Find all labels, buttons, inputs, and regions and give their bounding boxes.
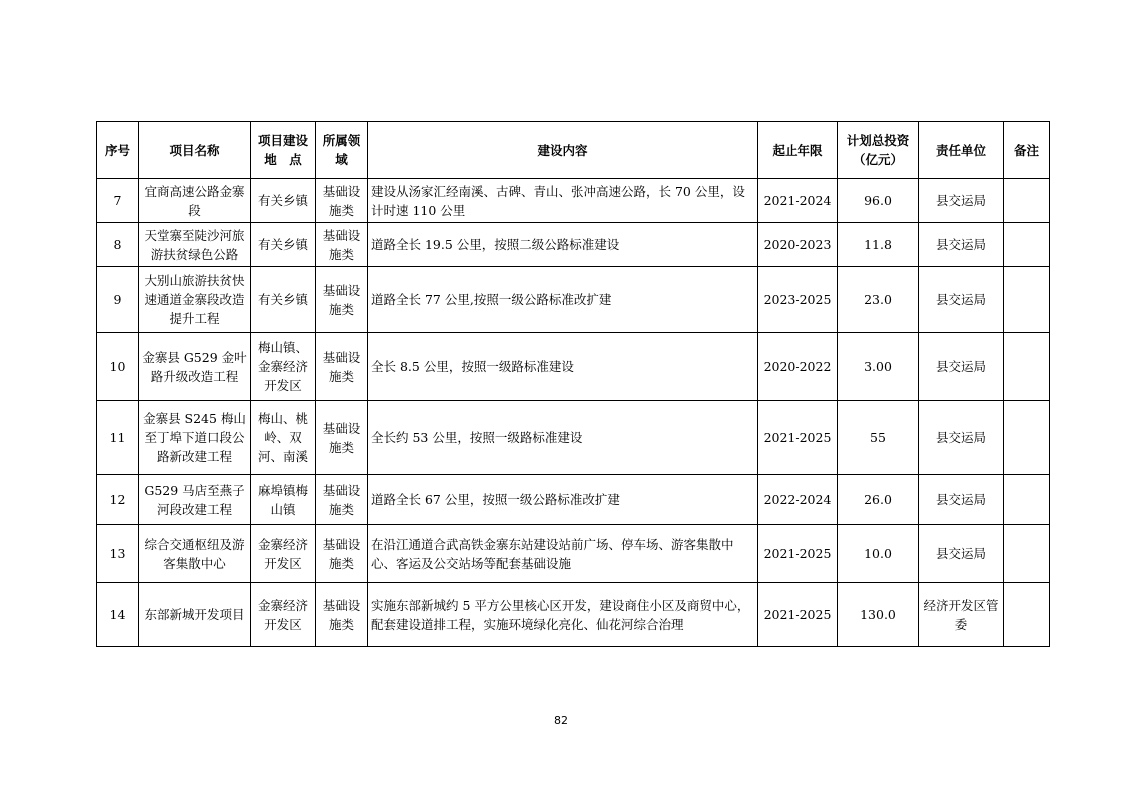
cell-period: 2020-2023 — [758, 223, 838, 267]
cell-location: 有关乡镇 — [251, 223, 316, 267]
cell-unit: 县交运局 — [919, 525, 1004, 583]
cell-investment: 3.00 — [838, 333, 919, 401]
cell-location: 麻埠镇梅山镇 — [251, 475, 316, 525]
cell-unit: 县交运局 — [919, 401, 1004, 475]
cell-location: 有关乡镇 — [251, 267, 316, 333]
header-investment: 计划总投资（亿元） — [838, 122, 919, 179]
cell-content: 建设从汤家汇经南溪、古碑、青山、张冲高速公路，长 70 公里，设计时速 110 公里 — [368, 179, 758, 223]
cell-seq: 12 — [97, 475, 139, 525]
cell-name: 宜商高速公路金寨段 — [139, 179, 251, 223]
cell-unit: 经济开发区管委 — [919, 583, 1004, 647]
table-row — [97, 223, 1050, 267]
cell-unit: 县交运局 — [919, 333, 1004, 401]
cell-domain: 基础设施类 — [316, 333, 368, 401]
header-unit: 责任单位 — [919, 122, 1004, 179]
table-row — [97, 179, 1050, 223]
cell-domain: 基础设施类 — [316, 267, 368, 333]
cell-remarks — [1004, 179, 1050, 223]
cell-remarks — [1004, 525, 1050, 583]
cell-period: 2021-2024 — [758, 179, 838, 223]
cell-name: G529 马店至燕子河段改建工程 — [139, 475, 251, 525]
cell-name: 综合交通枢纽及游客集散中心 — [139, 525, 251, 583]
cell-seq: 7 — [97, 179, 139, 223]
header-content: 建设内容 — [368, 122, 758, 179]
cell-content: 在沿江通道合武高铁金寨东站建设站前广场、停车场、游客集散中心、客运及公交站场等配套基础设施 — [368, 525, 758, 583]
cell-remarks — [1004, 401, 1050, 475]
cell-remarks — [1004, 475, 1050, 525]
cell-location: 金寨经济开发区 — [251, 583, 316, 647]
table-row — [97, 267, 1050, 333]
header-remarks: 备注 — [1004, 122, 1050, 179]
cell-period: 2020-2022 — [758, 333, 838, 401]
cell-content: 道路全长 19.5 公里，按照二级公路标准建设 — [368, 223, 758, 267]
cell-content: 全长约 53 公里，按照一级路标准建设 — [368, 401, 758, 475]
cell-name: 大别山旅游扶贫快速通道金寨段改造提升工程 — [139, 267, 251, 333]
cell-period: 2021-2025 — [758, 583, 838, 647]
cell-period: 2021-2025 — [758, 401, 838, 475]
page-number: 82 — [554, 714, 568, 727]
cell-investment: 11.8 — [838, 223, 919, 267]
cell-domain: 基础设施类 — [316, 583, 368, 647]
header-seq: 序号 — [97, 122, 139, 179]
cell-seq: 13 — [97, 525, 139, 583]
cell-seq: 14 — [97, 583, 139, 647]
header-name: 项目名称 — [139, 122, 251, 179]
header-period: 起止年限 — [758, 122, 838, 179]
cell-location: 金寨经济开发区 — [251, 525, 316, 583]
cell-seq: 9 — [97, 267, 139, 333]
cell-location: 梅山、桃岭、双河、南溪 — [251, 401, 316, 475]
cell-domain: 基础设施类 — [316, 179, 368, 223]
cell-domain: 基础设施类 — [316, 223, 368, 267]
table-row — [97, 525, 1050, 583]
cell-remarks — [1004, 223, 1050, 267]
cell-seq: 11 — [97, 401, 139, 475]
cell-seq: 10 — [97, 333, 139, 401]
cell-investment: 23.0 — [838, 267, 919, 333]
cell-investment: 10.0 — [838, 525, 919, 583]
cell-location: 有关乡镇 — [251, 179, 316, 223]
cell-name: 金寨县 S245 梅山至丁埠下道口段公路新改建工程 — [139, 401, 251, 475]
project-table — [96, 121, 1050, 647]
cell-unit: 县交运局 — [919, 179, 1004, 223]
cell-domain: 基础设施类 — [316, 525, 368, 583]
cell-remarks — [1004, 267, 1050, 333]
table-row — [97, 333, 1050, 401]
table-row — [97, 583, 1050, 647]
table-row — [97, 475, 1050, 525]
cell-unit: 县交运局 — [919, 475, 1004, 525]
cell-content: 道路全长 77 公里,按照一级公路标准改扩建 — [368, 267, 758, 333]
cell-investment: 26.0 — [838, 475, 919, 525]
cell-investment: 55 — [838, 401, 919, 475]
cell-content: 道路全长 67 公里，按照一级公路标准改扩建 — [368, 475, 758, 525]
cell-period: 2022-2024 — [758, 475, 838, 525]
table-header-row — [97, 122, 1050, 179]
cell-name: 天堂寨至陡沙河旅游扶贫绿色公路 — [139, 223, 251, 267]
cell-seq: 8 — [97, 223, 139, 267]
cell-content: 全长 8.5 公里，按照一级路标准建设 — [368, 333, 758, 401]
cell-unit: 县交运局 — [919, 267, 1004, 333]
cell-domain: 基础设施类 — [316, 401, 368, 475]
cell-content: 实施东部新城约 5 平方公里核心区开发，建设商住小区及商贸中心，配套建设道排工程，实施环境绿化亮化、仙花河综合治理 — [368, 583, 758, 647]
cell-remarks — [1004, 583, 1050, 647]
table-row — [97, 401, 1050, 475]
cell-investment: 96.0 — [838, 179, 919, 223]
cell-name: 东部新城开发项目 — [139, 583, 251, 647]
cell-period: 2023-2025 — [758, 267, 838, 333]
header-location: 项目建设地 点 — [251, 122, 316, 179]
cell-unit: 县交运局 — [919, 223, 1004, 267]
header-domain: 所属领域 — [316, 122, 368, 179]
cell-period: 2021-2025 — [758, 525, 838, 583]
cell-domain: 基础设施类 — [316, 475, 368, 525]
cell-remarks — [1004, 333, 1050, 401]
cell-location: 梅山镇、金寨经济开发区 — [251, 333, 316, 401]
cell-name: 金寨县 G529 金叶路升级改造工程 — [139, 333, 251, 401]
cell-investment: 130.0 — [838, 583, 919, 647]
